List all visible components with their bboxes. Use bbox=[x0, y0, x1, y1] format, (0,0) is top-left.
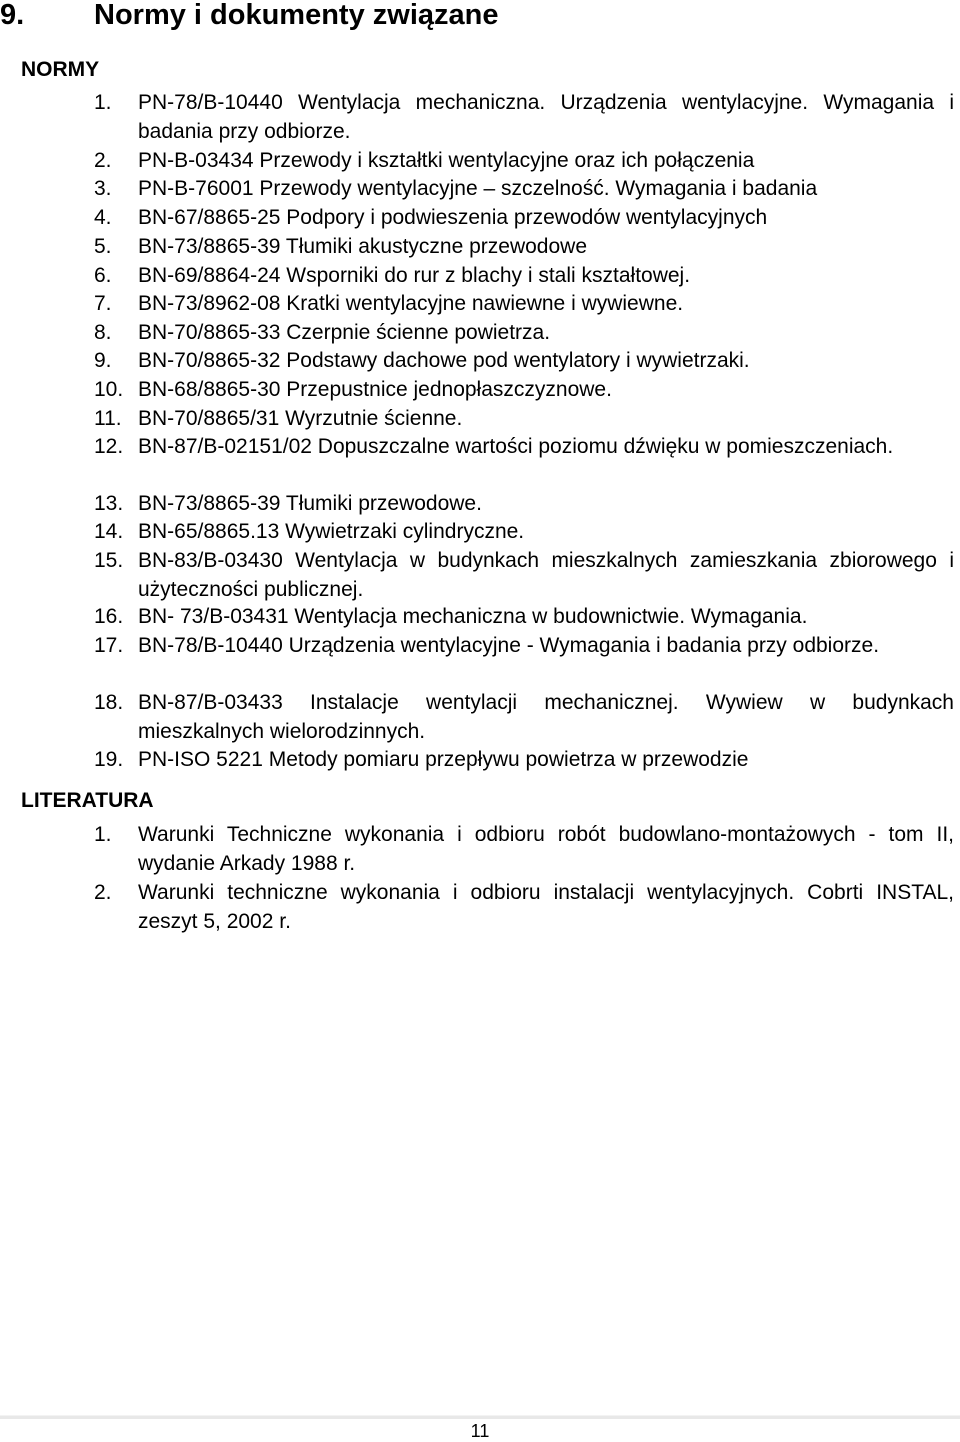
list-item-number: 15. bbox=[94, 549, 124, 572]
list-item-number: 4. bbox=[94, 206, 112, 229]
list-item bbox=[94, 376, 954, 405]
list-item bbox=[94, 147, 954, 176]
list-item-text: BN-87/B-02151/02 Dopuszczalne wartości poziomu dźwięku w pomieszczeniach. bbox=[138, 435, 894, 458]
list-item bbox=[94, 821, 954, 879]
list-item bbox=[94, 347, 954, 376]
list-item-text: BN-70/8865/31 Wyrzutnie ścienne. bbox=[138, 407, 463, 430]
list-item-text: BN-73/8962-08 Kratki wentylacyjne nawiewne i wywiewne. bbox=[138, 292, 684, 315]
list-item-number: 1. bbox=[94, 91, 112, 114]
list-item-number: 18. bbox=[94, 691, 124, 714]
list-item-text: BN-70/8865-32 Podstawy dachowe pod wentylatory i wywietrzaki. bbox=[138, 349, 750, 372]
list-item bbox=[94, 746, 954, 775]
list-item-text: BN- 73/B-03431 Wentylacja mechaniczna w budownictwie. Wymagania. bbox=[138, 605, 808, 628]
list-item bbox=[94, 518, 954, 547]
list-item-number: 10. bbox=[94, 378, 124, 401]
page-number: 11 bbox=[470, 1421, 490, 1441]
list-item-text: BN-65/8865.13 Wywietrzaki cylindryczne. bbox=[138, 520, 525, 543]
page-heading bbox=[0, 0, 499, 30]
list-item bbox=[94, 632, 954, 661]
list-item-number: 5. bbox=[94, 235, 112, 258]
list-item bbox=[94, 89, 954, 147]
heading-number: 9. bbox=[0, 0, 25, 31]
list-item bbox=[94, 262, 954, 291]
list-item-number: 8. bbox=[94, 321, 112, 344]
list-item-number: 2. bbox=[94, 149, 112, 172]
list-item-text: PN-B-03434 Przewody i kształtki wentylacyjne oraz ich połączenia bbox=[138, 149, 755, 172]
list-item-text: BN-87/B-03433 Instalacje wentylacji mechanicznej. Wywiew w budynkach mieszkalnych wielorodzinnych. bbox=[138, 691, 954, 743]
list-item bbox=[94, 433, 954, 462]
list-item-number: 9. bbox=[94, 349, 112, 372]
list-item-text: BN-70/8865-33 Czerpnie ścienne powietrza. bbox=[138, 321, 551, 344]
list-item-number: 3. bbox=[94, 177, 112, 200]
list-item-text: BN-78/B-10440 Urządzenia wentylacyjne - Wymagania i badania przy odbiorze. bbox=[138, 634, 880, 657]
list-item-text: PN-B-76001 Przewody wentylacyjne – szczelność. Wymagania i badania bbox=[138, 177, 818, 200]
list-item bbox=[94, 233, 954, 262]
list-item bbox=[94, 175, 954, 204]
list-item-number: 2. bbox=[94, 881, 112, 904]
list-item-text: PN-ISO 5221 Metody pomiaru przepływu powietrza w przewodzie bbox=[138, 748, 749, 771]
list-item-number: 6. bbox=[94, 264, 112, 287]
list-item-number: 14. bbox=[94, 520, 124, 543]
list-item bbox=[94, 490, 954, 519]
list-item bbox=[94, 547, 954, 605]
list-item-text: BN-73/8865-39 Tłumiki przewodowe. bbox=[138, 492, 482, 515]
section-title-literatura: LITERATURA bbox=[21, 789, 154, 812]
list-item bbox=[94, 603, 954, 632]
list-item-text: BN-83/B-03430 Wentylacja w budynkach mieszkalnych zamieszkania zbiorowego i użyteczności publicznej. bbox=[138, 549, 954, 601]
list-item-text: BN-67/8865-25 Podpory i podwieszenia przewodów wentylacyjnych bbox=[138, 206, 768, 229]
footer-divider bbox=[0, 1415, 960, 1419]
list-item-number: 19. bbox=[94, 748, 124, 771]
list-item-number: 16. bbox=[94, 605, 124, 628]
list-item-number: 7. bbox=[94, 292, 112, 315]
list-item bbox=[94, 290, 954, 319]
list-item bbox=[94, 879, 954, 937]
list-item-text: Warunki techniczne wykonania i odbioru instalacji wentylacyjnych. Cobrti INSTAL, zeszyt 5, 2002 r. bbox=[138, 881, 954, 933]
list-item-text: Warunki Techniczne wykonania i odbioru robót budowlano-montażowych - tom II, wydanie Arkady 1988 r. bbox=[138, 823, 954, 875]
list-item-number: 12. bbox=[94, 435, 124, 458]
list-item-text: BN-68/8865-30 Przepustnice jednopłaszczyznowe. bbox=[138, 378, 612, 401]
list-item bbox=[94, 405, 954, 434]
list-item-number: 11. bbox=[94, 407, 122, 430]
list-item-number: 13. bbox=[94, 492, 124, 515]
list-item bbox=[94, 204, 954, 233]
list-item bbox=[94, 319, 954, 348]
list-item-number: 17. bbox=[94, 634, 124, 657]
list-item-text: BN-73/8865-39 Tłumiki akustyczne przewodowe bbox=[138, 235, 587, 258]
list-item-text: PN-78/B-10440 Wentylacja mechaniczna. Urządzenia wentylacyjne. Wymagania i badania przy odbiorze. bbox=[138, 91, 954, 143]
heading-title: Normy i dokumenty związane bbox=[94, 0, 499, 31]
list-item-text: BN-69/8864-24 Wsporniki do rur z blachy i stali kształtowej. bbox=[138, 264, 691, 287]
list-item bbox=[94, 689, 954, 747]
list-item-number: 1. bbox=[94, 823, 112, 846]
section-title-normy: NORMY bbox=[21, 58, 100, 81]
